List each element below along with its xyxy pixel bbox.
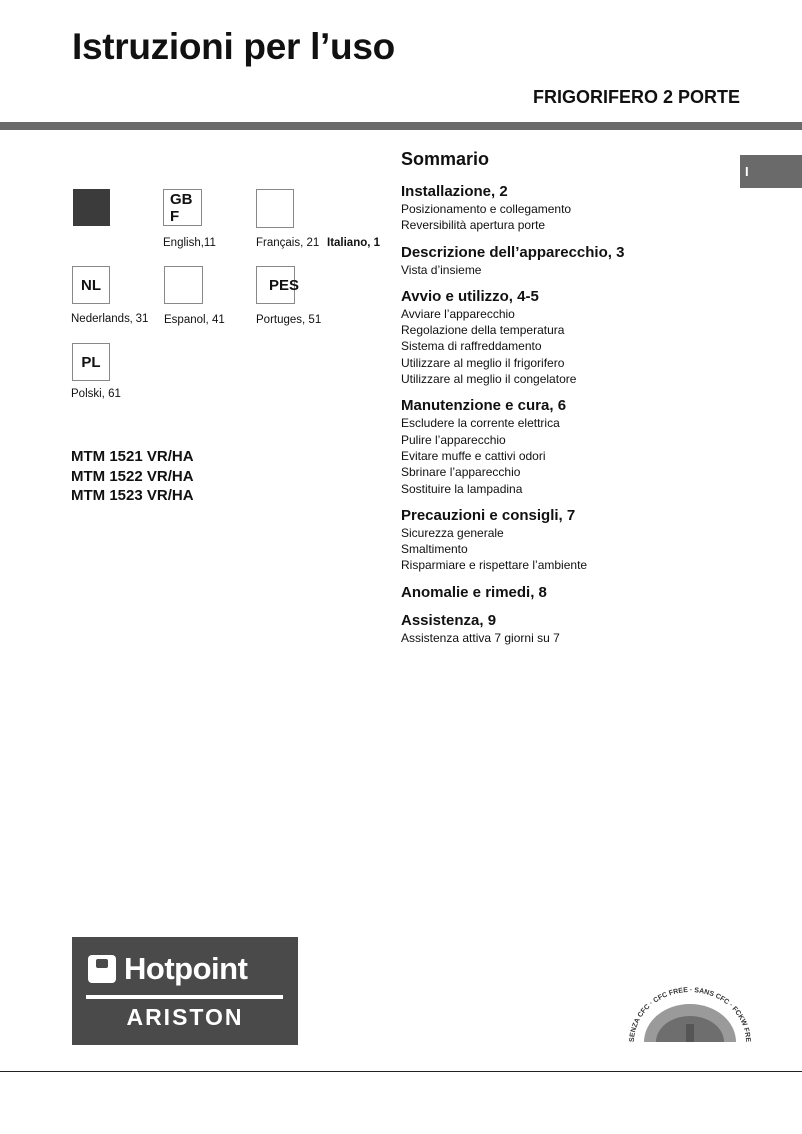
model-number: MTM 1521 VR/HA (71, 448, 194, 465)
toc-section (401, 612, 739, 646)
lang-label-dutch: Nederlands‚ 31 (71, 313, 149, 325)
toc-item[interactable]: Escludere la corrente elettrica (401, 416, 560, 431)
toc-item[interactable]: Assistenza attiva 7 giorni su 7 (401, 630, 560, 645)
lang-box-italian-flag[interactable] (73, 189, 110, 226)
toc-item[interactable]: Reversibilità apertura porte (401, 218, 546, 233)
document-title: Istruzioni per l’uso (72, 26, 395, 67)
lang-label-french: Français, 21 (256, 237, 320, 249)
toc-item[interactable]: Posizionamento e collegamento (401, 202, 572, 216)
lang-label-polish: Polski, 61 (71, 388, 121, 400)
logo-sub-brand: ARISTON (126, 1004, 244, 1030)
toc-section (401, 183, 739, 234)
toc-section (401, 288, 739, 387)
lang-label-english: English,11 (163, 237, 216, 249)
model-list (71, 447, 194, 506)
badge-text: SENZA CFC · CFC FREE · SANS CFC · FCKW FRE (628, 986, 752, 1043)
header-rule (0, 122, 802, 130)
lang-box-gb-f[interactable]: GB F (163, 189, 202, 226)
table-of-contents (401, 149, 739, 656)
lang-box-nl[interactable]: NL (72, 266, 110, 304)
toc-item[interactable]: Sicurezza generale (401, 525, 504, 540)
toc-item[interactable]: Risparmiare e rispettare l’ambiente (401, 558, 588, 573)
toc-item[interactable]: Vista d’insieme (401, 262, 482, 277)
toc-heading: Sommario (401, 149, 490, 169)
toc-section-title[interactable]: Manutenzione e cura, 6 (401, 397, 567, 415)
toc-item[interactable]: Regolazione della temperatura (401, 323, 565, 338)
logo-brand-name: Hotpoint (124, 951, 248, 986)
lang-box-pes[interactable]: PES (256, 266, 295, 304)
model-number: MTM 1522 VR/HA (71, 467, 194, 485)
toc-section-title[interactable]: Descrizione dell’apparecchio, 3 (401, 243, 625, 261)
lang-label-spanish: Espanol, 41 (164, 314, 225, 326)
toc-item[interactable]: Avviare l’apparecchio (401, 306, 515, 321)
lang-label-portuguese: Portuges, 51 (256, 314, 322, 326)
toc-item[interactable]: Sbrinare l’apparecchio (401, 465, 521, 480)
toc-item[interactable]: Utilizzare al meglio il frigorifero (401, 355, 565, 370)
toc-item[interactable]: Sostituire la lampadina (401, 481, 523, 496)
cfc-free-badge-icon (626, 984, 754, 1048)
toc-section-title[interactable]: Avvio e utilizzo, 4-5 (401, 287, 539, 305)
brand-mark-icon (88, 955, 116, 983)
language-side-tab: I (740, 155, 802, 188)
toc-section (401, 244, 739, 278)
toc-item[interactable]: Sistema di raffreddamento (401, 339, 542, 354)
footer-rule (0, 1071, 802, 1072)
toc-section-title[interactable]: Assistenza, 9 (401, 611, 497, 629)
toc-section (401, 584, 739, 602)
toc-section-title[interactable]: Anomalie e rimedi, 8 (401, 583, 547, 601)
document-subtitle: FRIGORIFERO 2 PORTE (532, 87, 740, 107)
toc-section-title[interactable]: Installazione, 2 (401, 183, 508, 200)
lang-box-pl[interactable]: PL (72, 343, 110, 381)
hotpoint-ariston-logo (72, 937, 298, 1045)
toc-section (401, 507, 739, 574)
toc-item[interactable]: Evitare muffe e cattivi odori (401, 448, 546, 463)
toc-item[interactable]: Pulire l’apparecchio (401, 432, 506, 447)
toc-item[interactable]: Utilizzare al meglio il congelatore (401, 372, 577, 387)
model-number: MTM 1523 VR/HA (71, 487, 194, 504)
toc-item[interactable]: Smaltimento (401, 542, 468, 557)
toc-section (401, 397, 739, 496)
lang-box-french[interactable] (256, 189, 294, 228)
logo-divider (86, 995, 283, 999)
lang-label-italian: Italiano, 1 (327, 237, 381, 249)
toc-section-title[interactable]: Precauzioni e consigli, 7 (401, 506, 576, 524)
lang-box-spanish[interactable] (164, 266, 203, 304)
